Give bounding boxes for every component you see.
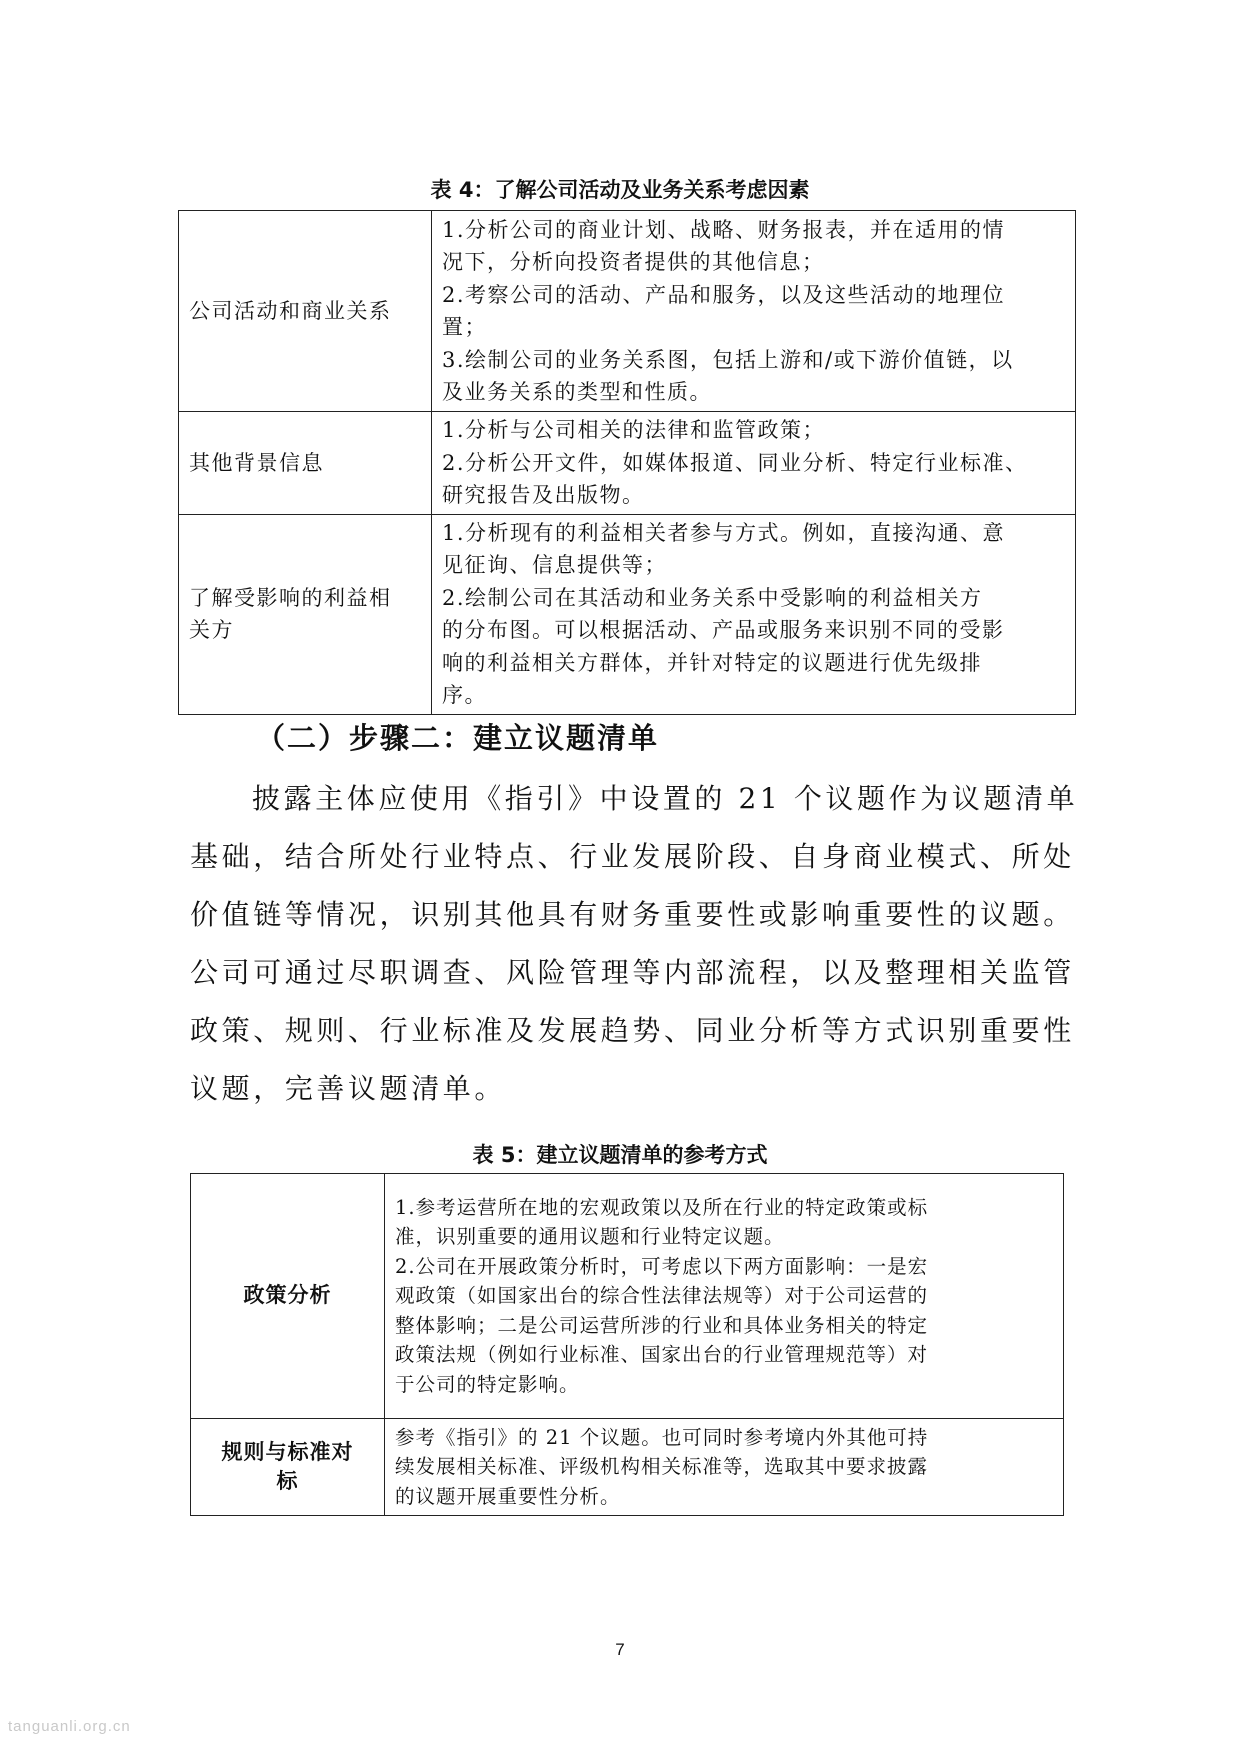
table-row — [191, 1419, 1064, 1516]
page-number: 7 — [615, 1640, 625, 1659]
table-row-label: 政策分析 — [191, 1174, 385, 1419]
watermark-text: tanguanli.org.cn — [8, 1718, 131, 1735]
table-row — [191, 1174, 1064, 1419]
table-row — [179, 412, 1076, 515]
table-row-content: 参考《指引》的 21 个议题。也可同时参考境内外其他可持 续发展相关标准、评级机构相关标准等，选取其中要求披露 的议题开展重要性分析。 — [385, 1419, 1064, 1516]
section-heading: （二）步骤二：建立议题清单 — [256, 721, 660, 755]
table-row-label: 其他背景信息 — [179, 412, 432, 515]
table-4-caption: 表 4：了解公司活动及业务关系考虑因素 — [430, 178, 810, 202]
table-row-label: 规则与标准对 标 — [191, 1419, 385, 1516]
table-4 — [178, 210, 1076, 715]
table-row — [179, 514, 1076, 714]
body-paragraph: 披露主体应使用《指引》中设置的 21 个议题作为议题清单 基础，结合所处行业特点、行业发展阶段、自身商业模式、所处 价值链等情况，识别其他具有财务重要性或影响重要性的议题。 公司可通过尽职调查、风险管理等内部流程，以及整理相关监管 政策、规则、行业标准及发展趋势、同业分析等方式识别重要性 议题，完善议题清单。 — [190, 782, 1079, 1105]
table-5 — [190, 1173, 1064, 1516]
table-row-content: 1.参考运营所在地的宏观政策以及所在行业的特定政策或标 准，识别重要的通用议题和行业特定议题。 2.公司在开展政策分析时，可考虑以下两方面影响：一是宏 观政策（如国家出台的综合性法律法规等）对于公司运营的 整体影响；二是公司运营所涉的行业和具体业务相关的特定 政策法规（例如行业标准、国家出台的行业管理规范等）对 于公司的特定影响。 — [385, 1174, 1064, 1419]
table-row-content: 1.分析与公司相关的法律和监管政策； 2.分析公开文件，如媒体报道、同业分析、特定行业标准、 研究报告及出版物。 — [432, 412, 1076, 515]
table-row-label: 公司活动和商业关系 — [179, 211, 432, 412]
table-row-label: 了解受影响的利益相 关方 — [179, 514, 432, 714]
table-row-content: 1.分析公司的商业计划、战略、财务报表，并在适用的情 况下，分析向投资者提供的其他信息； 2.考察公司的活动、产品和服务，以及这些活动的地理位 置； 3.绘制公司的业务关系图，包括上游和/或下游价值链，以 及业务关系的类型和性质。 — [432, 211, 1076, 412]
table-row — [179, 211, 1076, 412]
table-row-content: 1.分析现有的利益相关者参与方式。例如，直接沟通、意 见征询、信息提供等； 2.绘制公司在其活动和业务关系中受影响的利益相关方 的分布图。可以根据活动、产品或服务来识别不同的受影 响的利益相关方群体，并针对特定的议题进行优先级排 序。 — [432, 514, 1076, 714]
table-5-caption: 表 5：建立议题清单的参考方式 — [472, 1143, 768, 1167]
